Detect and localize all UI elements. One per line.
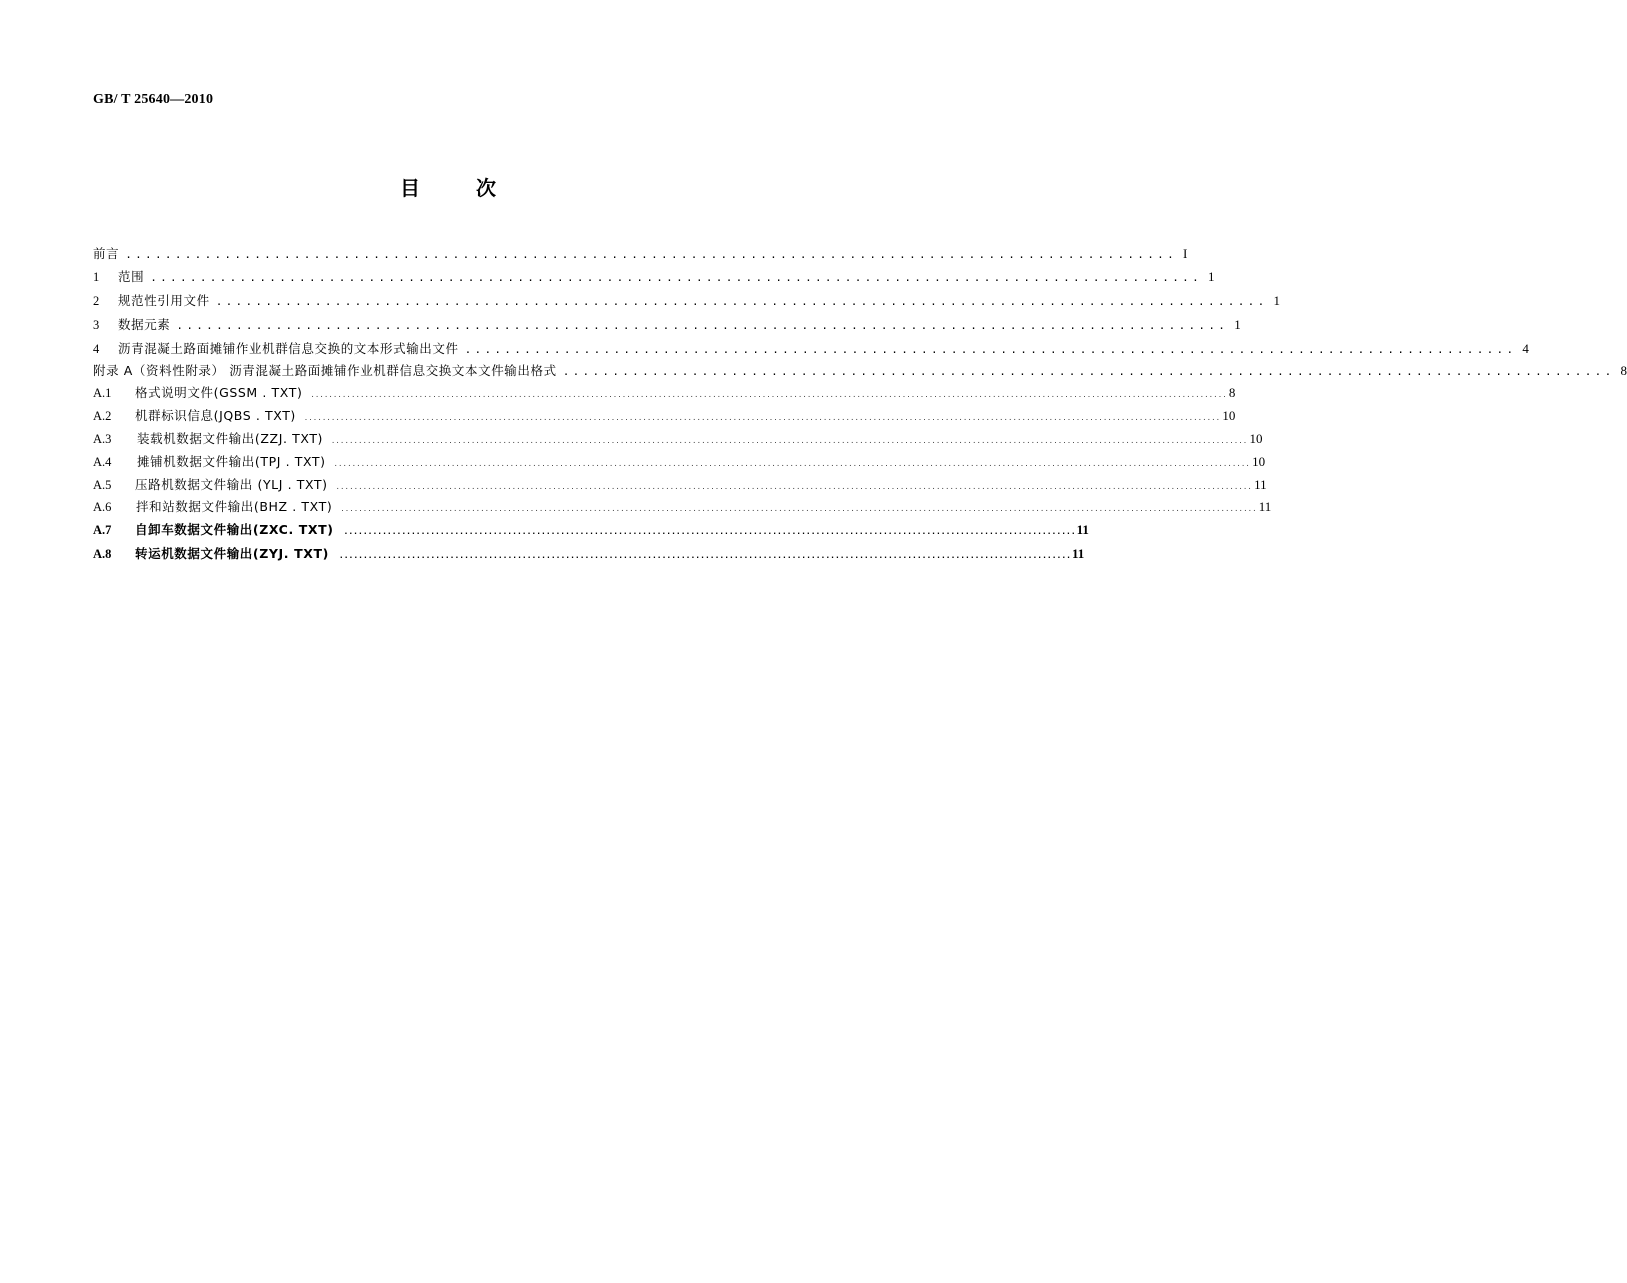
title-char-1: 目 [400, 176, 420, 200]
toc-leader: .......................................................................................................... [464, 343, 1517, 356]
toc-leader: ........................................................................................................................................................................................................... [340, 505, 1257, 513]
toc-entry-text: 压路机数据文件输出 (YLJ . TXT) [135, 477, 328, 492]
toc-entry-number: A.6 [93, 500, 112, 514]
toc-page-number: 10 [1222, 408, 1236, 423]
toc-leader: ........................................................................................................................................................................................................... [303, 414, 1221, 422]
toc-leader: .......................................................................................................... [562, 365, 1615, 378]
toc-entry-number: 4 [93, 342, 100, 356]
toc-leader: ........................................................................................................................................................ [343, 527, 1076, 536]
toc-entry-text: 前言 [93, 246, 120, 261]
toc-entry-a1[interactable] [93, 383, 1236, 401]
toc-entry-number: A.3 [93, 432, 112, 446]
toc-entry-annex-a[interactable] [93, 361, 1627, 379]
toc-entry-1[interactable] [93, 267, 1215, 285]
toc-leader: ........................................................................................................................................................................................................... [333, 460, 1251, 468]
toc-leader: ........................................................................................................................................................................................................... [331, 437, 1248, 445]
toc-entry-a8[interactable] [93, 544, 1085, 562]
toc-entry-a2[interactable] [93, 406, 1236, 424]
toc-page-number: 11 [1076, 522, 1089, 537]
toc-entry-a3[interactable] [93, 429, 1263, 447]
toc-entry-text: 机群标识信息(JQBS . TXT) [135, 408, 296, 423]
toc-entry-number: A.1 [93, 386, 112, 400]
toc-entry-text: 附录 A（资料性附录） 沥青混凝土路面摊铺作业机群信息交换文本文件输出格式 [93, 363, 557, 378]
toc-entry-number: A.2 [93, 409, 112, 423]
toc-entry-4[interactable] [93, 339, 1529, 357]
toc-entry-foreword[interactable] [93, 244, 1188, 262]
toc-page-number: 1 [1208, 269, 1215, 284]
toc-leader: ........................................................................................................................................................................................................... [310, 391, 1227, 399]
toc-entry-text: 摊铺机数据文件输出(TPJ . TXT) [137, 454, 326, 469]
toc-leader: .......................................................................................................... [215, 295, 1268, 308]
toc-page-number: 11 [1254, 477, 1267, 492]
toc-page-number: I [1183, 246, 1188, 261]
toc-entry-text: 格式说明文件(GSSM . TXT) [135, 385, 303, 400]
standard-code: GB/ T 25640—2010 [93, 92, 214, 107]
toc-entry-a6[interactable] [93, 497, 1272, 515]
toc-entry-number: 3 [93, 318, 100, 332]
toc-page-number: 11 [1258, 499, 1272, 514]
toc-page-number: 4 [1522, 341, 1529, 356]
toc-entry-text: 数据元素 [118, 317, 171, 332]
toc-entry-number: A.5 [93, 478, 112, 492]
toc-page-number: 1 [1273, 293, 1280, 308]
toc-leader: .......................................................................................................... [176, 319, 1229, 332]
toc-leader: ........................................................................................................................................................ [338, 551, 1071, 560]
toc-page-number: 11 [1071, 546, 1085, 561]
toc-entry-3[interactable] [93, 315, 1241, 333]
toc-entry-number: A.4 [93, 455, 112, 469]
toc-entry-text: 装载机数据文件输出(ZZJ. TXT) [137, 431, 324, 446]
toc-entry-2[interactable] [93, 291, 1280, 309]
toc-page-number: 10 [1249, 431, 1263, 446]
toc-entry-number: 1 [93, 270, 100, 284]
toc-entry-text: 规范性引用文件 [118, 293, 210, 308]
toc-leader: .......................................................................................................... [125, 248, 1177, 261]
toc-entry-text: 拌和站数据文件输出(BHZ . TXT) [136, 499, 333, 514]
toc-entry-text: 转运机数据文件输出(ZYJ. TXT) [135, 546, 329, 561]
toc-page-number: 8 [1228, 385, 1236, 400]
toc-entry-text: 范围 [118, 269, 145, 284]
toc-page-number: 8 [1620, 363, 1627, 378]
toc-entry-number: 2 [93, 294, 100, 308]
toc-page-number: 1 [1234, 317, 1241, 332]
toc-entry-a4[interactable] [93, 452, 1266, 470]
toc-leader: .......................................................................................................... [150, 271, 1202, 284]
toc-page-number: 10 [1252, 454, 1266, 469]
toc-entry-number: A.7 [93, 523, 112, 537]
title-char-2: 次 [476, 176, 496, 200]
toc-leader: ........................................................................................................................................................................................................... [335, 483, 1253, 491]
toc-entry-number: A.8 [93, 547, 112, 561]
toc-entry-text: 沥青混凝土路面摊铺作业机群信息交换的文本形式输出文件 [118, 341, 459, 356]
toc-entry-a7[interactable] [93, 520, 1089, 538]
toc-entry-text: 自卸车数据文件输出(ZXC. TXT) [135, 522, 334, 537]
toc-entry-a5[interactable] [93, 475, 1267, 493]
